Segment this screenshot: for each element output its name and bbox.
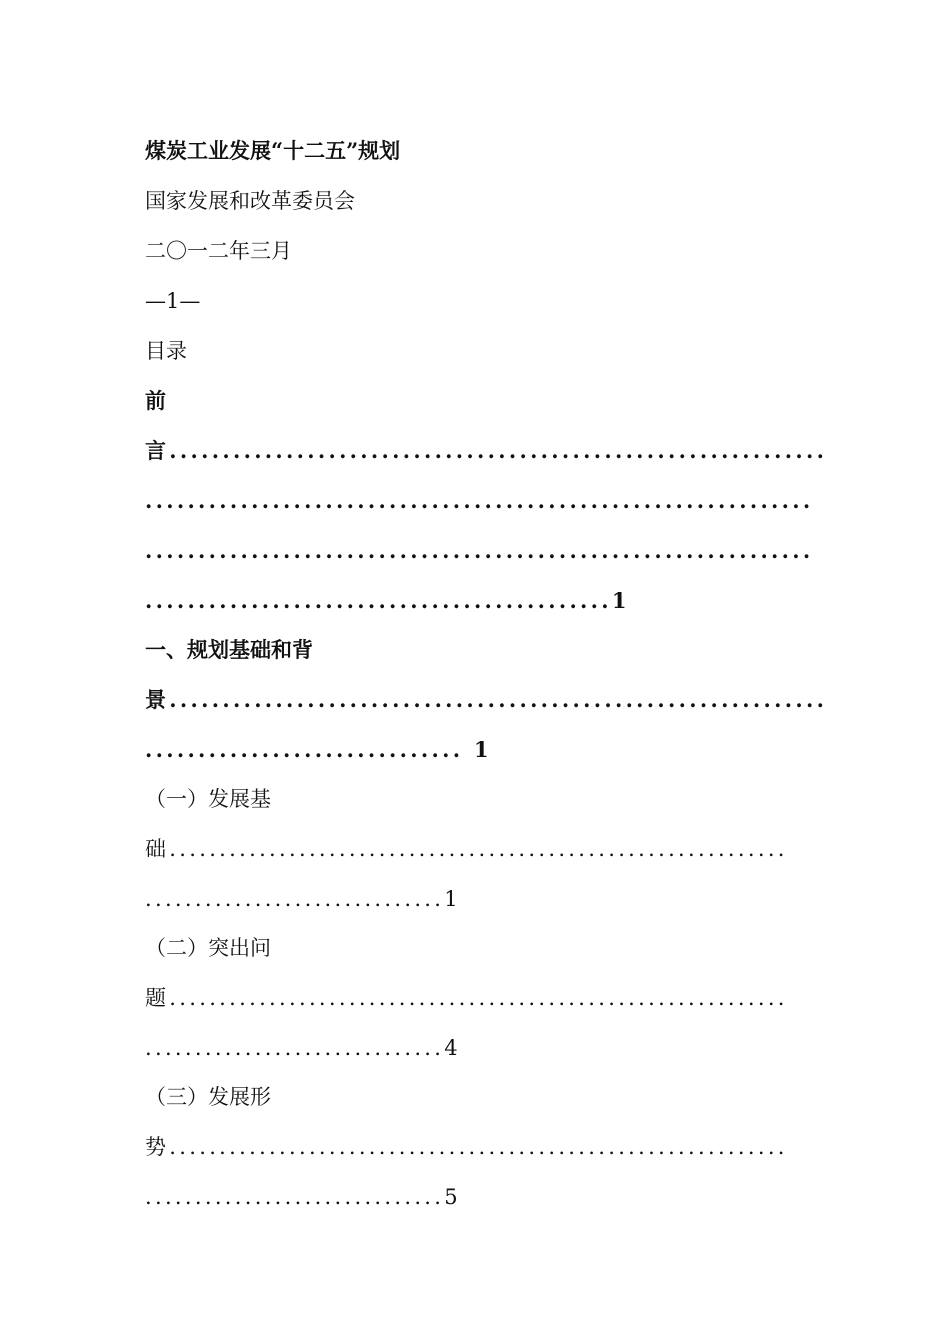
toc-entry-sub2-page: ..............................4: [145, 1036, 461, 1060]
toc-entry-section1-leader: 景..............................................................: [145, 687, 828, 712]
issue-date: 二〇一二年三月: [145, 239, 292, 263]
toc-entry-preface-leader: ...............................................................: [145, 538, 814, 563]
toc-entry-preface-page: ............................................1: [145, 588, 630, 613]
page-number-mark: —1—: [145, 289, 201, 313]
toc-entry-section1-page: .............................. 1: [145, 737, 492, 762]
toc-entry-sub1-label: （一）发展基: [145, 787, 271, 811]
toc-entry-preface-leader: ...............................................................: [145, 488, 814, 513]
toc-heading: 目录: [145, 339, 187, 363]
toc-entry-sub3-label: （三）发展形: [145, 1085, 271, 1109]
toc-entry-sub3-page: ..............................5: [145, 1185, 461, 1209]
toc-entry-sub1-leader: 础..............................................................: [145, 837, 788, 861]
toc-entry-sub2-leader: 题..............................................................: [145, 986, 788, 1010]
toc-entry-sub3-leader: 势..............................................................: [145, 1135, 788, 1159]
document-title: 煤炭工业发展“十二五”规划: [145, 138, 401, 163]
toc-entry-section1-label: 一、规划基础和背: [145, 637, 313, 662]
toc-entry-sub2-label: （二）突出问: [145, 936, 271, 960]
toc-entry-preface-label: 前: [145, 388, 166, 413]
toc-entry-sub1-page: ..............................1: [145, 887, 461, 911]
toc-entry-preface-leader: 言..............................................................: [145, 438, 828, 463]
issuing-organization: 国家发展和改革委员会: [145, 189, 355, 213]
